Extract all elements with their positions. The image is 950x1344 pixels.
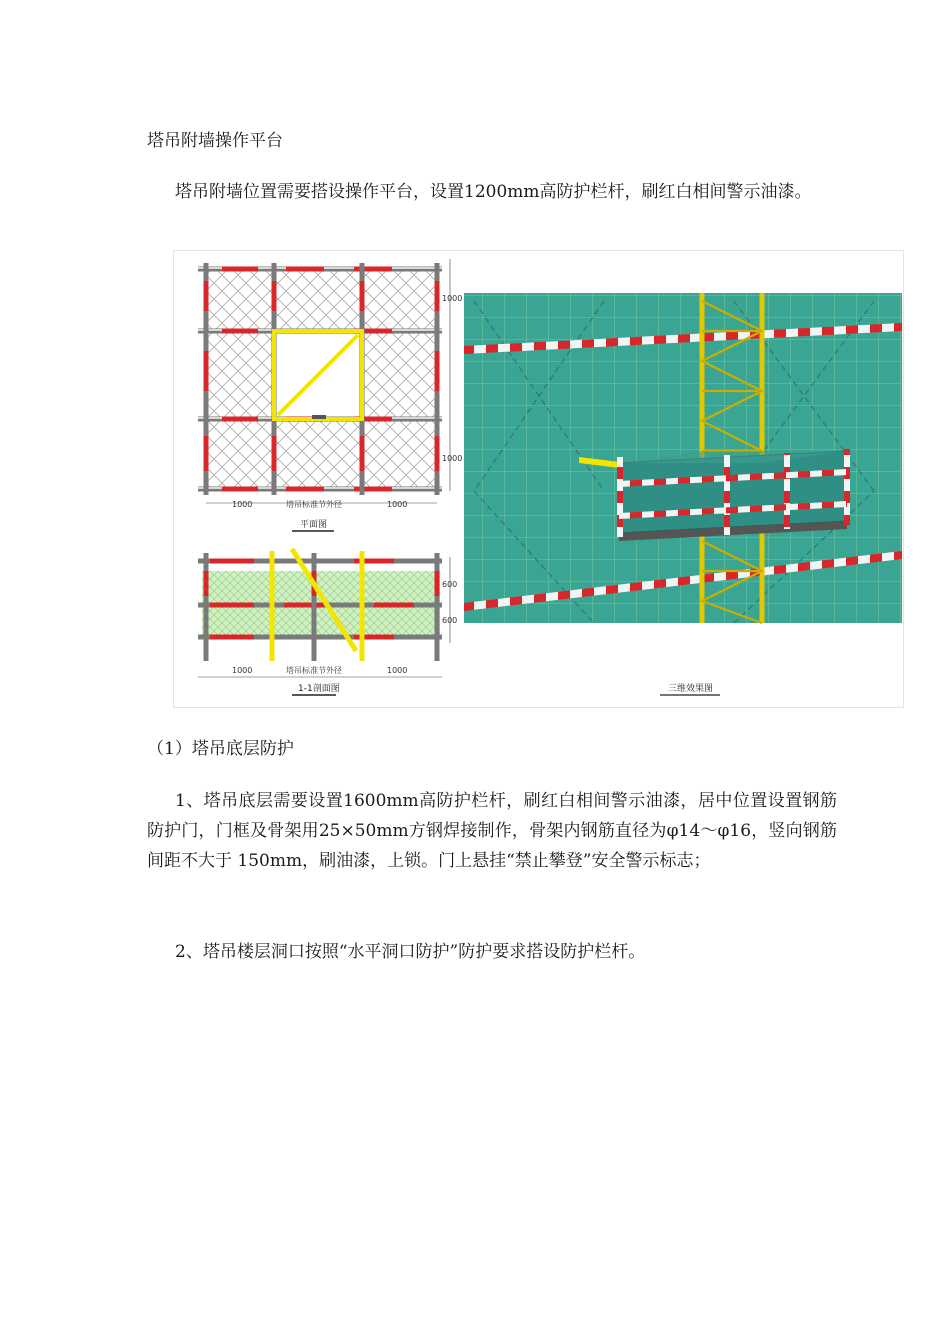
item-1-paragraph: 1、塔吊底层需要设置1600mm高防护栏杆，刷红白相间警示油漆，居中位置设置钢筋防护门，门框及骨架用25×50mm方钢焊接制作，骨架内钢筋直径为φ14～φ16，竖向钢筋间距不大于 150mm，刷油漆，上锁。门上悬挂“禁止攀登”安全警示标志； — [147, 791, 837, 871]
plan-dim-center: 塔吊标准节外径 — [286, 500, 342, 509]
plan-view — [198, 259, 462, 531]
section-dim-center: 塔吊标准节外径 — [286, 666, 342, 675]
section-caption: 1-1剖面图 — [298, 684, 340, 694]
section-dim-left: 1000 — [232, 666, 253, 675]
subsection-title: （1）塔吊底层防护 — [147, 739, 294, 759]
plan-dim-left: 1000 — [232, 500, 253, 509]
section-title: 塔吊附墙操作平台 — [147, 131, 283, 151]
section-view — [198, 549, 457, 695]
render-view — [464, 293, 902, 695]
plan-dim-right: 1000 — [387, 500, 408, 509]
intro-paragraph: 塔吊附墙位置需要搭设操作平台，设置1200mm高防护栏杆，刷红白相间警示油漆。 — [175, 182, 812, 202]
plan-dim-r3: 1000 — [442, 454, 463, 463]
section-dim-right: 1000 — [387, 666, 408, 675]
figure-panel — [173, 250, 904, 708]
render-caption: 三维效果图 — [668, 684, 714, 694]
item-2-paragraph: 2、塔吊楼层洞口按照“水平洞口防护”防护要求搭设防护栏杆。 — [175, 942, 646, 962]
plan-caption: 平面图 — [300, 520, 328, 530]
figure-drawing — [174, 251, 903, 707]
plan-dim-r1: 1000 — [442, 294, 463, 303]
section-dim-lower: 600 — [442, 616, 458, 625]
section-dim-upper: 600 — [442, 580, 458, 589]
